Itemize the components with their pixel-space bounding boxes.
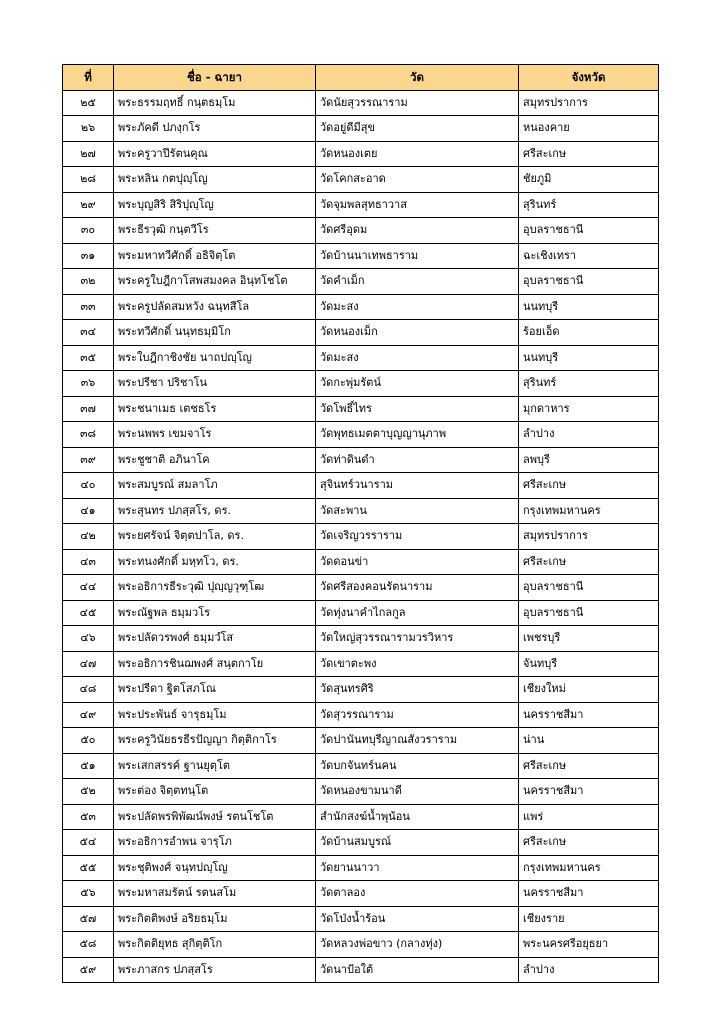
cell-province: สมุทรปราการ	[519, 90, 659, 116]
cell-name: พระปรีชา ปริชาโน	[114, 371, 316, 397]
cell-province: อุบลราชธานี	[519, 600, 659, 626]
table-row	[63, 218, 659, 244]
cell-temple: วัดมะสง	[316, 294, 519, 320]
table-row	[63, 371, 659, 397]
cell-no: ๓๓	[63, 294, 114, 320]
cell-name: พระภาสกร ปภสฺสโร	[114, 957, 316, 983]
cell-temple: วัดจุมพลสุทธาวาส	[316, 192, 519, 218]
cell-name: พระสมบูรณ์ สมลาโภ	[114, 473, 316, 499]
cell-province: ชัยภูมิ	[519, 167, 659, 193]
cell-no: ๓๗	[63, 396, 114, 422]
header-row	[63, 65, 659, 91]
cell-name: พระครูใบฎีกาโสพสมงคล อินฺทโชโต	[114, 269, 316, 295]
cell-province: สุรินทร์	[519, 192, 659, 218]
cell-province: ศรีสะเกษ	[519, 141, 659, 167]
cell-temple: วัดทุ่งนาคำไกลกูล	[316, 600, 519, 626]
table-row	[63, 702, 659, 728]
cell-province: จันทบุรี	[519, 651, 659, 677]
cell-province: หนองคาย	[519, 116, 659, 142]
header-no: ที่	[63, 65, 114, 91]
cell-name: พระครูวาปีรัตนคุณ	[114, 141, 316, 167]
cell-no: ๒๗	[63, 141, 114, 167]
cell-no: ๕๗	[63, 906, 114, 932]
cell-no: ๒๙	[63, 192, 114, 218]
cell-no: ๓๑	[63, 243, 114, 269]
cell-no: ๒๘	[63, 167, 114, 193]
table-row	[63, 473, 659, 499]
cell-temple: วัดหนองเม็ก	[316, 320, 519, 346]
cell-province: ศรีสะเกษ	[519, 473, 659, 499]
cell-temple: วัดศรีสองคอนรัตนาราม	[316, 575, 519, 601]
cell-no: ๕๖	[63, 881, 114, 907]
cell-temple: สำนักสงฆ์น้ำพุน้อน	[316, 804, 519, 830]
cell-no: ๓๐	[63, 218, 114, 244]
cell-temple: วัดมะสง	[316, 345, 519, 371]
cell-name: พระเสกสรรค์ ฐานยุตฺโต	[114, 753, 316, 779]
cell-no: ๕๙	[63, 957, 114, 983]
table-row	[63, 345, 659, 371]
cell-no: ๓๙	[63, 447, 114, 473]
cell-province: เชียงราย	[519, 906, 659, 932]
cell-province: น่าน	[519, 728, 659, 754]
cell-no: ๔๕	[63, 600, 114, 626]
cell-temple: วัดกะพุ่มรัตน์	[316, 371, 519, 397]
cell-province: อุบลราชธานี	[519, 575, 659, 601]
cell-province: อุบลราชธานี	[519, 269, 659, 295]
table-row	[63, 830, 659, 856]
cell-temple: วัดนาป้อใต้	[316, 957, 519, 983]
cell-no: ๔๐	[63, 473, 114, 499]
cell-name: พระธรรมฤทธิ์ กนฺตธมฺโม	[114, 90, 316, 116]
cell-province: ศรีสะเกษ	[519, 753, 659, 779]
cell-province: ลำปาง	[519, 957, 659, 983]
cell-name: พระปลัดวรพงศ์ ธมฺมวํโส	[114, 626, 316, 652]
cell-province: มุกดาหาร	[519, 396, 659, 422]
table-row	[63, 524, 659, 550]
cell-name: พระภัคดี ปภงฺกโร	[114, 116, 316, 142]
cell-name: พระปลัดพรพิพัฒน์พงษ์ รตนโชโต	[114, 804, 316, 830]
cell-name: พระหลิน กตปุญฺโญ	[114, 167, 316, 193]
cell-province: ศรีสะเกษ	[519, 549, 659, 575]
cell-no: ๔๔	[63, 575, 114, 601]
cell-temple: วัดตาลอง	[316, 881, 519, 907]
cell-no: ๕๑	[63, 753, 114, 779]
cell-name: พระยศรัจน์ จิตฺตปาโล, ดร.	[114, 524, 316, 550]
cell-no: ๓๘	[63, 422, 114, 448]
table-row	[63, 320, 659, 346]
cell-province: เพชรบุรี	[519, 626, 659, 652]
cell-province: ศรีสะเกษ	[519, 830, 659, 856]
table-row	[63, 651, 659, 677]
cell-temple: วัดปานันทบุรีญาณสังวราราม	[316, 728, 519, 754]
cell-province: นครราชสีมา	[519, 779, 659, 805]
table-row	[63, 855, 659, 881]
table-header	[63, 65, 659, 91]
cell-temple: วัดโป่งน้ำร้อน	[316, 906, 519, 932]
cell-temple: วัดโพธิ์ไทร	[316, 396, 519, 422]
table-row	[63, 753, 659, 779]
cell-province: เชียงใหม่	[519, 677, 659, 703]
cell-no: ๔๒	[63, 524, 114, 550]
cell-province: อุบลราชธานี	[519, 218, 659, 244]
cell-temple: วัดเขาตะพง	[316, 651, 519, 677]
cell-name: พระใบฎีกาชิงชัย นาถปญฺโญ	[114, 345, 316, 371]
cell-province: ฉะเชิงเทรา	[519, 243, 659, 269]
cell-temple: วัดยานนาวา	[316, 855, 519, 881]
cell-name: พระกิตติพงษ์ อริยธมฺโม	[114, 906, 316, 932]
table-row	[63, 932, 659, 958]
cell-province: กรุงเทพมหานคร	[519, 855, 659, 881]
cell-temple: วัดบกจันทร์นคน	[316, 753, 519, 779]
table-row	[63, 881, 659, 907]
table-row	[63, 396, 659, 422]
cell-name: พระครูปลัดสมหวัง ฉนฺทสีโล	[114, 294, 316, 320]
cell-name: พระชนาเมธ เตชธโร	[114, 396, 316, 422]
cell-province: แพร่	[519, 804, 659, 830]
cell-province: นนทบุรี	[519, 345, 659, 371]
table-row	[63, 167, 659, 193]
header-temple: วัด	[316, 65, 519, 91]
table-row	[63, 422, 659, 448]
cell-no: ๓๒	[63, 269, 114, 295]
cell-no: ๒๖	[63, 116, 114, 142]
table-row	[63, 575, 659, 601]
cell-no: ๔๘	[63, 677, 114, 703]
cell-name: พระประพันธ์ จารุธมฺโม	[114, 702, 316, 728]
cell-no: ๓๖	[63, 371, 114, 397]
cell-no: ๓๕	[63, 345, 114, 371]
cell-name: พระชุติพงศ์ จนฺทปญฺโญ	[114, 855, 316, 881]
cell-no: ๕๐	[63, 728, 114, 754]
cell-no: ๓๔	[63, 320, 114, 346]
table-row	[63, 906, 659, 932]
cell-name: พระทวีศักดิ์ นนฺทธมฺมิโก	[114, 320, 316, 346]
cell-no: ๕๓	[63, 804, 114, 830]
table-row	[63, 677, 659, 703]
cell-name: พระมหาทวีศักดิ์ อธิจิตฺโต	[114, 243, 316, 269]
cell-name: พระณัฐพล ธมฺมวโร	[114, 600, 316, 626]
cell-temple: วัดศรีอุดม	[316, 218, 519, 244]
table-row	[63, 600, 659, 626]
cell-name: พระต่อง จิตฺตทนฺโต	[114, 779, 316, 805]
cell-name: พระอธิการชินฌพงศ์ สนฺตกาโย	[114, 651, 316, 677]
cell-no: ๔๙	[63, 702, 114, 728]
table-body	[63, 90, 659, 983]
cell-name: พระมหาสมรัตน์ รตนสโม	[114, 881, 316, 907]
table-row	[63, 243, 659, 269]
table-row	[63, 498, 659, 524]
table-row	[63, 141, 659, 167]
cell-province: พระนครศรีอยุธยา	[519, 932, 659, 958]
cell-name: พระกิตติยุทธ สุกิตฺติโก	[114, 932, 316, 958]
cell-province: สมุทรปราการ	[519, 524, 659, 550]
cell-temple: วัดโคกสะอาด	[316, 167, 519, 193]
table-row	[63, 90, 659, 116]
cell-temple: วัดสุนทรศิริ	[316, 677, 519, 703]
cell-temple: วัดหนองขามนาดี	[316, 779, 519, 805]
cell-no: ๔๑	[63, 498, 114, 524]
table-row	[63, 804, 659, 830]
cell-province: นครราชสีมา	[519, 881, 659, 907]
table-row	[63, 294, 659, 320]
cell-name: พระนพพร เขมจาโร	[114, 422, 316, 448]
cell-no: ๔๗	[63, 651, 114, 677]
cell-temple: วัดสะพาน	[316, 498, 519, 524]
cell-province: สุรินทร์	[519, 371, 659, 397]
cell-temple: วัดท่าดินดำ	[316, 447, 519, 473]
cell-temple: วัดสุวรรณาราม	[316, 702, 519, 728]
cell-no: ๕๔	[63, 830, 114, 856]
cell-name: พระธีรวุฒิ กนฺตวีโร	[114, 218, 316, 244]
cell-temple: วัดนัยสุวรรณาราม	[316, 90, 519, 116]
cell-temple: วัดหลวงพ่อขาว (กลางทุ่ง)	[316, 932, 519, 958]
header-province: จังหวัด	[519, 65, 659, 91]
cell-temple: วัดพุทธเมตตาบุญญานุภาพ	[316, 422, 519, 448]
cell-name: พระปรีดา ฐิตโสภโณ	[114, 677, 316, 703]
table-row	[63, 116, 659, 142]
table-row	[63, 779, 659, 805]
cell-no: ๕๕	[63, 855, 114, 881]
roster-table	[62, 64, 659, 983]
cell-temple: วัดบ้านนาเทพธาราม	[316, 243, 519, 269]
cell-name: พระสุนทร ปภสฺสโร, ดร.	[114, 498, 316, 524]
cell-province: ลำปาง	[519, 422, 659, 448]
header-name: ชื่อ - ฉายา	[114, 65, 316, 91]
cell-temple: วัดเจริญวรราราม	[316, 524, 519, 550]
cell-name: พระอธิการธีระวุฒิ ปุญฺญวุฑฺโฒ	[114, 575, 316, 601]
table-row	[63, 626, 659, 652]
cell-temple: วัดใหญ่สุวรรณารามวรวิหาร	[316, 626, 519, 652]
cell-no: ๒๕	[63, 90, 114, 116]
cell-province: กรุงเทพมหานคร	[519, 498, 659, 524]
cell-temple: วัดคำเม็ก	[316, 269, 519, 295]
cell-name: พระทนงศักดิ์ มหฺทโว, ดร.	[114, 549, 316, 575]
cell-name: พระชูชาติ อภินาโค	[114, 447, 316, 473]
table-row	[63, 447, 659, 473]
cell-name: พระบุญสิริ สิริปุญฺโญ	[114, 192, 316, 218]
cell-temple: วัดบ้านสมบูรณ์	[316, 830, 519, 856]
cell-no: ๕๒	[63, 779, 114, 805]
cell-temple: วัดหนองเตย	[316, 141, 519, 167]
cell-name: พระครูวินัยธรธีรปัญญา กิตฺติกาโร	[114, 728, 316, 754]
cell-name: พระอธิการอำพน จารุโภ	[114, 830, 316, 856]
cell-temple: วัดอยู่ดีมีสุข	[316, 116, 519, 142]
cell-temple: วัดดอนข่า	[316, 549, 519, 575]
table-row	[63, 192, 659, 218]
table-row	[63, 728, 659, 754]
cell-province: ร้อยเอ็ด	[519, 320, 659, 346]
table-row	[63, 957, 659, 983]
cell-province: นนทบุรี	[519, 294, 659, 320]
cell-no: ๕๘	[63, 932, 114, 958]
cell-temple: สุจินทร์วนาราม	[316, 473, 519, 499]
table-row	[63, 549, 659, 575]
cell-no: ๔๖	[63, 626, 114, 652]
cell-province: ลพบุรี	[519, 447, 659, 473]
cell-no: ๔๓	[63, 549, 114, 575]
table-row	[63, 269, 659, 295]
cell-province: นครราชสีมา	[519, 702, 659, 728]
